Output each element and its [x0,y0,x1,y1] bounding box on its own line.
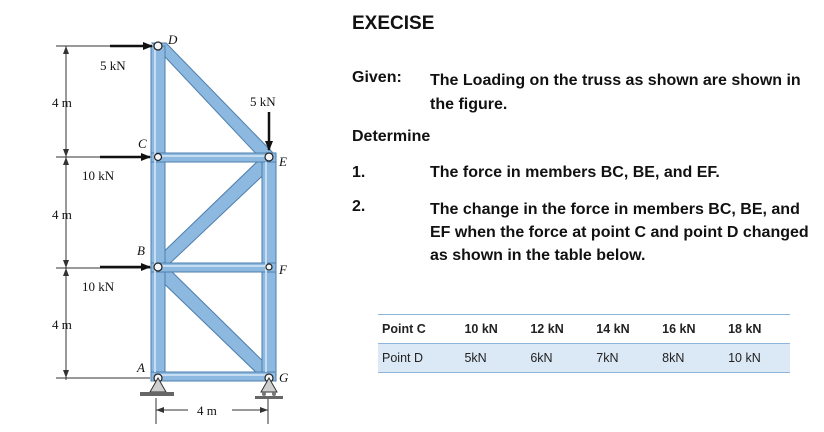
table-cell: 14 kN [592,315,658,344]
load-label-B: 10 kN [82,279,115,294]
joint-label-A: A [137,360,145,375]
table-cell: 18 kN [724,315,790,344]
item-1-number: 1. [352,164,366,181]
page-title: EXECISE [352,13,435,34]
joint-E [265,153,273,161]
table-row [378,315,790,344]
member-BF [151,263,276,272]
joint-D [154,42,162,50]
joint-B [154,263,162,271]
member-AD [151,46,165,378]
table-cell: 10 kN [460,315,526,344]
joint-label-D: D [168,32,178,47]
member-CE-diagonal-BE [152,157,276,267]
table-row [378,344,790,373]
row-label-point-c: Point C [378,315,460,344]
joint-C [155,154,162,161]
load-label-E: 5 kN [250,94,276,109]
member-AG [151,372,276,381]
force-table [378,314,790,373]
table-cell: 6kN [526,344,592,373]
given-text: The Loading on the truss as shown are shown in the figure. [430,72,801,113]
dim-label-h2: 4 m [52,207,72,222]
row-label-point-d: Point D [378,344,460,373]
joint-F [266,264,272,270]
truss-diagram [0,0,340,432]
dim-label-h1: 4 m [52,95,72,110]
joint-label-B: B [137,243,145,258]
item-1-text: The force in members BC, BE, and EF. [430,164,720,181]
given-label: Given: [352,69,402,86]
member-CE [151,153,276,162]
table-cell: 16 kN [658,315,724,344]
joint-label-F: F [279,262,287,277]
joint-label-G: G [279,370,289,385]
member-BG [152,266,276,378]
table-cell: 7kN [592,344,658,373]
item-2-number: 2. [352,198,366,215]
table-cell: 5kN [460,344,526,373]
dim-label-h3: 4 m [52,317,72,332]
table-cell: 8kN [658,344,724,373]
table-cell: 12 kN [526,315,592,344]
item-2-text: The change in the force in members BC, BE, and EF when the force at point C and point D changed as shown in the table below. [430,201,809,264]
load-label-C: 10 kN [82,168,115,183]
determine-heading: Determine [352,128,431,145]
joint-label-E: E [279,154,287,169]
load-label-D: 5 kN [100,58,126,73]
table-cell: 10 kN [724,344,790,373]
joint-label-C: C [138,136,147,151]
dim-label-width: 4 m [197,403,217,418]
